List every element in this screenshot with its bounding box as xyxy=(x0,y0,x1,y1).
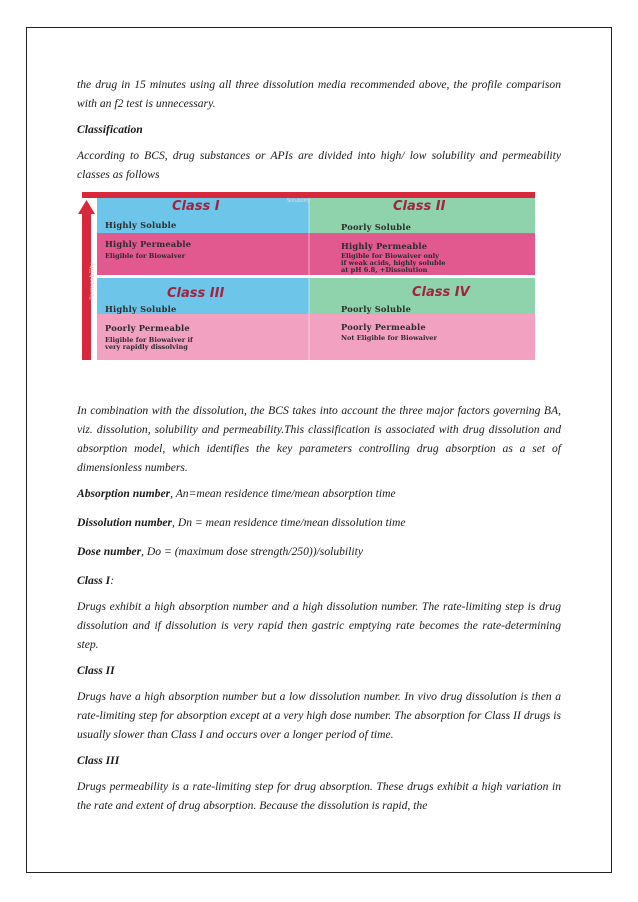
class4-solubility: Poorly Soluble xyxy=(341,304,412,314)
class2-biowaiver-line1: Eligible for Biowaiver only xyxy=(341,252,440,260)
class2-solubility: Poorly Soluble xyxy=(341,222,412,232)
dose-number-term: Dose number xyxy=(77,545,142,558)
classification-heading: Classification xyxy=(77,123,143,136)
class1-heading: Class I: xyxy=(77,574,115,587)
class1-biowaiver: Eligible for Biowaiver xyxy=(105,252,186,260)
dissolution-number-term: Dissolution number xyxy=(77,516,173,529)
class3-heading: Class III xyxy=(77,754,120,767)
paragraph-bcs-factors: In combination with the dissolution, the BCS takes into account the three major factors governing BA, viz. dissolution, solubility and permeability.This classification is associated with drug dissolution and absorption model, which identifies the key parameters controlling drug absorption as a set of dimensionless numbers. xyxy=(77,404,561,474)
class4-title: Class IV xyxy=(412,285,470,300)
class2-biowaiver-line3: at pH 6.8, +Dissolution xyxy=(341,266,428,274)
permeability-axis-label: Permeability xyxy=(89,262,96,300)
class1-title: Class I xyxy=(172,199,220,214)
class4-biowaiver: Not Eligible for Biowaiver xyxy=(341,334,437,342)
solubility-axis-label: Solubility xyxy=(287,198,311,204)
absorption-number-definition: , An=mean residence time/mean absorption time xyxy=(170,487,396,500)
paragraph-intro: the drug in 15 minutes using all three dissolution media recommended above, the profile comparison with an f2 test is unnecessary. xyxy=(77,78,561,110)
class3-solubility: Highly Soluble xyxy=(105,304,177,314)
class4-permeability: Poorly Permeable xyxy=(341,322,426,332)
class3-biowaiver-line2: very rapidly dissolving xyxy=(105,343,188,351)
class2-heading: Class II xyxy=(77,664,115,677)
absorption-number-line xyxy=(77,484,561,503)
class3-title: Class III xyxy=(167,286,225,301)
dose-number-line xyxy=(77,542,561,561)
class3-biowaiver-line1: Eligible for Biowaiver if xyxy=(105,336,193,344)
class1-solubility: Highly Soluble xyxy=(105,220,177,230)
absorption-number-term: Absorption number xyxy=(77,487,171,500)
class2-description: Drugs have a high absorption number but a low dissolution number. In vivo drug dissolution is then a rate-limiting step for absorption except at a very high dose number. The absorption for Class II drugs is usually slower than Class I and occurs over a longer period of time. xyxy=(77,690,561,741)
class1-description: Drugs exhibit a high absorption number and a high dissolution number. The rate-limiting step is drug dissolution and if dissolution is very rapid then gastric emptying rate becomes the rate-determining step. xyxy=(77,600,561,651)
dissolution-number-line xyxy=(77,513,561,532)
class2-permeability: Highly Permeable xyxy=(341,241,428,251)
dose-number-definition: , Do = (maximum dose strength/250))/solubility xyxy=(141,545,363,558)
paragraph-bcs-intro: According to BCS, drug substances or APIs are divided into high/ low solubility and permeability classes as follows xyxy=(77,149,561,181)
class3-permeability: Poorly Permeable xyxy=(105,323,190,333)
document-body xyxy=(77,75,561,815)
class2-biowaiver-line2: if weak acids, highly soluble xyxy=(341,259,446,267)
dissolution-number-definition: , Dn = mean residence time/mean dissolution time xyxy=(172,516,406,529)
class3-description: Drugs permeability is a rate-limiting step for drug absorption. These drugs exhibit a high variation in the rate and extent of drug absorption. Because the dissolution is rapid, the xyxy=(77,780,561,812)
class1-permeability: Highly Permeable xyxy=(105,239,192,249)
bcs-class-figure xyxy=(77,192,535,360)
class2-title: Class II xyxy=(393,199,446,214)
